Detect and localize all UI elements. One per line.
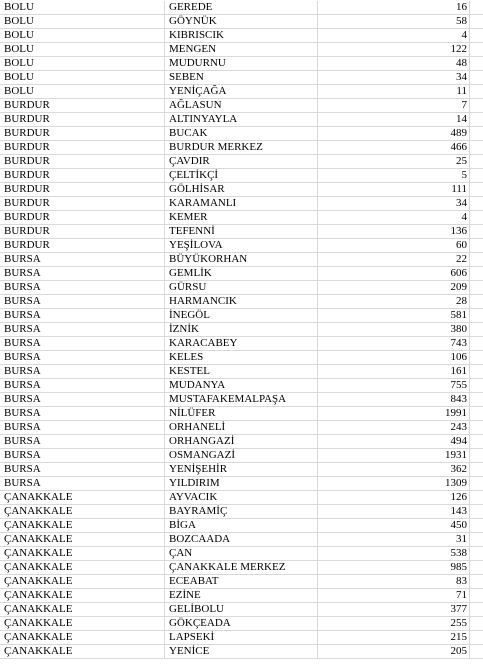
province-cell[interactable]: BOLU [0, 71, 165, 84]
district-cell[interactable]: İZNİK [165, 323, 318, 336]
table-row [0, 351, 483, 365]
count-cell[interactable]: 243 [318, 421, 470, 434]
district-cell[interactable]: MENGEN [165, 43, 318, 56]
table-row [0, 239, 483, 253]
count-cell[interactable]: 126 [318, 491, 470, 504]
count-cell[interactable]: 755 [318, 379, 470, 392]
district-cell[interactable]: ÇAVDIR [165, 155, 318, 168]
count-cell[interactable]: 22 [318, 253, 470, 266]
province-cell[interactable]: BURDUR [0, 127, 165, 140]
table-row [0, 57, 483, 71]
province-cell[interactable]: BURSA [0, 267, 165, 280]
province-cell[interactable]: ÇANAKKALE [0, 603, 165, 616]
table-row [0, 155, 483, 169]
table-row [0, 477, 483, 491]
table-row [0, 71, 483, 85]
province-cell[interactable]: BURDUR [0, 197, 165, 210]
count-cell[interactable]: 28 [318, 295, 470, 308]
table-row [0, 365, 483, 379]
district-cell[interactable]: KARACABEY [165, 337, 318, 350]
count-cell[interactable]: 377 [318, 603, 470, 616]
province-cell[interactable]: ÇANAKKALE [0, 589, 165, 602]
province-cell[interactable]: ÇANAKKALE [0, 561, 165, 574]
province-cell[interactable]: BURSA [0, 463, 165, 476]
table-row [0, 281, 483, 295]
table-row [0, 603, 483, 617]
district-cell[interactable]: YEŞİLOVA [165, 239, 318, 252]
count-cell[interactable]: 161 [318, 365, 470, 378]
table-row [0, 491, 483, 505]
province-cell[interactable]: BOLU [0, 85, 165, 98]
count-cell[interactable]: 466 [318, 141, 470, 154]
table-row [0, 519, 483, 533]
count-cell[interactable]: 34 [318, 197, 470, 210]
count-cell[interactable]: 1991 [318, 407, 470, 420]
province-cell[interactable]: BURSA [0, 393, 165, 406]
count-cell[interactable]: 25 [318, 155, 470, 168]
table-row [0, 15, 483, 29]
district-cell[interactable]: GÖKÇEADA [165, 617, 318, 630]
table-row [0, 631, 483, 645]
province-cell[interactable]: BURSA [0, 435, 165, 448]
province-cell[interactable]: BURSA [0, 407, 165, 420]
table-row [0, 323, 483, 337]
province-cell[interactable]: ÇANAKKALE [0, 519, 165, 532]
table-row [0, 267, 483, 281]
count-cell[interactable]: 494 [318, 435, 470, 448]
district-cell[interactable]: MUDANYA [165, 379, 318, 392]
count-cell[interactable]: 985 [318, 561, 470, 574]
district-cell[interactable]: GEREDE [165, 1, 318, 14]
district-cell[interactable]: ÇANAKKALE MERKEZ [165, 561, 318, 574]
district-cell[interactable]: AYVACIK [165, 491, 318, 504]
count-cell[interactable]: 255 [318, 617, 470, 630]
count-cell[interactable]: 362 [318, 463, 470, 476]
district-cell[interactable]: YILDIRIM [165, 477, 318, 490]
count-cell[interactable]: 143 [318, 505, 470, 518]
table-row [0, 309, 483, 323]
province-cell[interactable]: BURDUR [0, 239, 165, 252]
district-cell[interactable]: GÜRSU [165, 281, 318, 294]
district-cell[interactable]: YENİCE [165, 645, 318, 658]
count-cell[interactable]: 205 [318, 645, 470, 658]
district-cell[interactable]: KESTEL [165, 365, 318, 378]
province-cell[interactable]: BURDUR [0, 99, 165, 112]
province-cell[interactable]: BURSA [0, 323, 165, 336]
count-cell[interactable]: 1931 [318, 449, 470, 462]
table-row [0, 393, 483, 407]
district-cell[interactable]: OSMANGAZİ [165, 449, 318, 462]
count-cell[interactable]: 31 [318, 533, 470, 546]
table-row [0, 435, 483, 449]
province-cell[interactable]: ÇANAKKALE [0, 533, 165, 546]
count-cell[interactable]: 4 [318, 29, 470, 42]
count-cell[interactable]: 34 [318, 71, 470, 84]
table-row [0, 253, 483, 267]
province-cell[interactable]: ÇANAKKALE [0, 645, 165, 658]
table-row [0, 337, 483, 351]
district-cell[interactable]: MUDURNU [165, 57, 318, 70]
count-cell[interactable]: 58 [318, 15, 470, 28]
count-cell[interactable]: 5 [318, 169, 470, 182]
district-cell[interactable]: SEBEN [165, 71, 318, 84]
district-cell[interactable]: AĞLASUN [165, 99, 318, 112]
table-row [0, 589, 483, 603]
count-cell[interactable]: 581 [318, 309, 470, 322]
table-row [0, 295, 483, 309]
province-cell[interactable]: BURDUR [0, 113, 165, 126]
district-cell[interactable]: BURDUR MERKEZ [165, 141, 318, 154]
district-cell[interactable]: ORHANELİ [165, 421, 318, 434]
count-cell[interactable]: 606 [318, 267, 470, 280]
table-row [0, 533, 483, 547]
province-cell[interactable]: BOLU [0, 29, 165, 42]
count-cell[interactable]: 450 [318, 519, 470, 532]
province-cell[interactable]: ÇANAKKALE [0, 547, 165, 560]
count-cell[interactable]: 14 [318, 113, 470, 126]
count-cell[interactable]: 538 [318, 547, 470, 560]
province-cell[interactable]: BURDUR [0, 211, 165, 224]
district-cell[interactable]: TEFENNİ [165, 225, 318, 238]
district-cell[interactable]: İNEGÖL [165, 309, 318, 322]
table-row [0, 561, 483, 575]
count-cell[interactable]: 4 [318, 211, 470, 224]
count-cell[interactable]: 380 [318, 323, 470, 336]
district-cell[interactable]: GÖYNÜK [165, 15, 318, 28]
district-cell[interactable]: KEMER [165, 211, 318, 224]
district-cell[interactable]: ALTINYAYLA [165, 113, 318, 126]
table-row [0, 575, 483, 589]
table-row [0, 463, 483, 477]
table-row [0, 211, 483, 225]
count-cell[interactable]: 1309 [318, 477, 470, 490]
table-row [0, 645, 483, 659]
table-row [0, 449, 483, 463]
province-cell[interactable]: ÇANAKKALE [0, 505, 165, 518]
table-row [0, 421, 483, 435]
district-cell[interactable]: GELİBOLU [165, 603, 318, 616]
table-row [0, 43, 483, 57]
count-cell[interactable]: 11 [318, 85, 470, 98]
province-cell[interactable]: BURSA [0, 477, 165, 490]
district-cell[interactable]: YENİŞEHİR [165, 463, 318, 476]
province-cell[interactable]: BOLU [0, 57, 165, 70]
province-cell[interactable]: ÇANAKKALE [0, 491, 165, 504]
province-cell[interactable]: BURSA [0, 365, 165, 378]
district-cell[interactable]: HARMANCIK [165, 295, 318, 308]
province-cell[interactable]: BURSA [0, 449, 165, 462]
district-cell[interactable]: BOZCAADA [165, 533, 318, 546]
district-cell[interactable]: GEMLİK [165, 267, 318, 280]
province-cell[interactable]: BOLU [0, 1, 165, 14]
count-cell[interactable]: 136 [318, 225, 470, 238]
table-row [0, 29, 483, 43]
province-cell[interactable]: ÇANAKKALE [0, 617, 165, 630]
district-cell[interactable]: BİGA [165, 519, 318, 532]
province-cell[interactable]: BURDUR [0, 141, 165, 154]
district-cell[interactable]: ECEABAT [165, 575, 318, 588]
province-cell[interactable]: ÇANAKKALE [0, 631, 165, 644]
count-cell[interactable]: 7 [318, 99, 470, 112]
table-row [0, 141, 483, 155]
table-row [0, 379, 483, 393]
district-cell[interactable]: NİLÜFER [165, 407, 318, 420]
district-cell[interactable]: BAYRAMİÇ [165, 505, 318, 518]
province-cell[interactable]: BURDUR [0, 183, 165, 196]
district-cell[interactable]: BUCAK [165, 127, 318, 140]
count-cell[interactable]: 215 [318, 631, 470, 644]
table-row [0, 85, 483, 99]
table-row [0, 225, 483, 239]
count-cell[interactable]: 209 [318, 281, 470, 294]
count-cell[interactable]: 60 [318, 239, 470, 252]
province-cell[interactable]: BURSA [0, 421, 165, 434]
table-row [0, 99, 483, 113]
count-cell[interactable]: 122 [318, 43, 470, 56]
district-cell[interactable]: KARAMANLI [165, 197, 318, 210]
table-row [0, 183, 483, 197]
district-cell[interactable]: YENİÇAĞA [165, 85, 318, 98]
province-cell[interactable]: BURSA [0, 351, 165, 364]
table-row [0, 169, 483, 183]
count-cell[interactable]: 83 [318, 575, 470, 588]
count-cell[interactable]: 48 [318, 57, 470, 70]
table-row [0, 547, 483, 561]
table-row [0, 127, 483, 141]
district-cell[interactable]: EZİNE [165, 589, 318, 602]
table-row [0, 407, 483, 421]
province-cell[interactable]: BURSA [0, 253, 165, 266]
province-cell[interactable]: BURDUR [0, 169, 165, 182]
district-cell[interactable]: GÖLHİSAR [165, 183, 318, 196]
count-cell[interactable]: 71 [318, 589, 470, 602]
table-row [0, 1, 483, 15]
table-row [0, 617, 483, 631]
district-cell[interactable]: BÜYÜKORHAN [165, 253, 318, 266]
province-cell[interactable]: BURSA [0, 281, 165, 294]
district-cell[interactable]: ÇELTİKÇİ [165, 169, 318, 182]
table-row [0, 197, 483, 211]
province-cell[interactable]: BURSA [0, 337, 165, 350]
province-cell[interactable]: BOLU [0, 43, 165, 56]
table-row [0, 505, 483, 519]
count-cell[interactable]: 106 [318, 351, 470, 364]
province-cell[interactable]: BURDUR [0, 155, 165, 168]
province-cell[interactable]: ÇANAKKALE [0, 575, 165, 588]
count-cell[interactable]: 843 [318, 393, 470, 406]
province-cell[interactable]: BOLU [0, 15, 165, 28]
district-cell[interactable]: ORHANGAZİ [165, 435, 318, 448]
table-row [0, 113, 483, 127]
province-cell[interactable]: BURDUR [0, 225, 165, 238]
district-cell[interactable]: KIBRISCIK [165, 29, 318, 42]
count-cell[interactable]: 489 [318, 127, 470, 140]
count-cell[interactable]: 16 [318, 1, 470, 14]
count-cell[interactable]: 743 [318, 337, 470, 350]
district-cell[interactable]: ÇAN [165, 547, 318, 560]
district-cell[interactable]: KELES [165, 351, 318, 364]
district-cell[interactable]: MUSTAFAKEMALPAŞA [165, 393, 318, 406]
province-cell[interactable]: BURSA [0, 379, 165, 392]
district-cell[interactable]: LAPSEKİ [165, 631, 318, 644]
province-cell[interactable]: BURSA [0, 295, 165, 308]
province-cell[interactable]: BURSA [0, 309, 165, 322]
count-cell[interactable]: 111 [318, 183, 470, 196]
